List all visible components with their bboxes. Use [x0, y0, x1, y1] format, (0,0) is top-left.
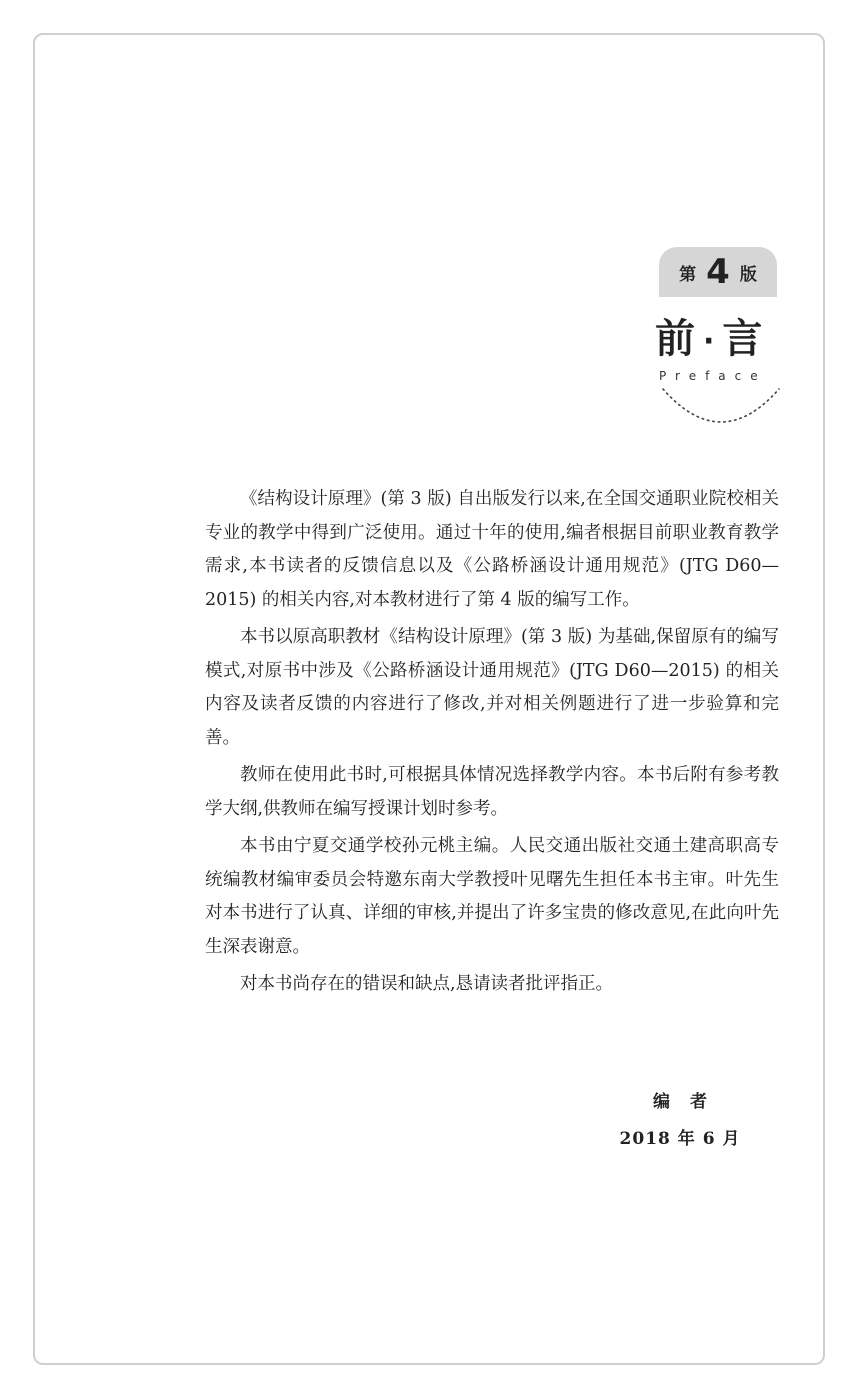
- title-part2: 言: [722, 316, 765, 362]
- signature: [605, 1087, 755, 1149]
- paragraph: 本书由宁夏交通学校孙元桃主编。人民交通出版社交通土建高职高专统编教材编审委员会特邀东南大学教授叶见曙先生担任本书主审。叶先生对本书进行了认真、详细的审核,并提出了许多宝贵的修改意见,在此向叶先生深表谢意。: [205, 836, 779, 957]
- preface-body: [205, 483, 779, 1006]
- page-title: [655, 307, 783, 364]
- title-part1: 前: [655, 316, 697, 362]
- page-subtitle: Preface: [659, 369, 767, 383]
- edition-badge: [659, 247, 777, 297]
- edition-suffix: 版: [739, 264, 757, 285]
- edition-prefix: 第: [679, 264, 697, 285]
- paragraph: 教师在使用此书时,可根据具体情况选择教学内容。本书后附有参考教学大纲,供教师在编写授课计划时参考。: [205, 765, 779, 819]
- paragraph: 对本书尚存在的错误和缺点,恳请读者批评指正。: [240, 974, 614, 994]
- dotted-arc-decoration: [661, 385, 781, 435]
- edition-number: 4: [706, 252, 730, 292]
- paragraph: 《结构设计原理》(第 3 版) 自出版发行以来,在全国交通职业院校相关专业的教学中得到广泛使用。通过十年的使用,编者根据目前职业教育教学需求,本书读者的反馈信息以及《公路桥涵设计通用规范》(JTG D60—2015) 的相关内容,对本教材进行了第 4 版的编写工作。: [205, 489, 779, 610]
- paragraph: 本书以原高职教材《结构设计原理》(第 3 版) 为基础,保留原有的编写模式,对原书中涉及《公路桥涵设计通用规范》(JTG D60—2015) 的相关内容及读者反馈的内容进行了修改,并对相关例题进行了进一步验算和完善。: [205, 627, 779, 748]
- signature-date: 2018 年 6 月: [619, 1129, 741, 1149]
- preface-header: [655, 247, 785, 427]
- signature-author: 编者: [653, 1092, 727, 1112]
- page: [33, 33, 825, 1365]
- title-separator: ·: [703, 323, 717, 359]
